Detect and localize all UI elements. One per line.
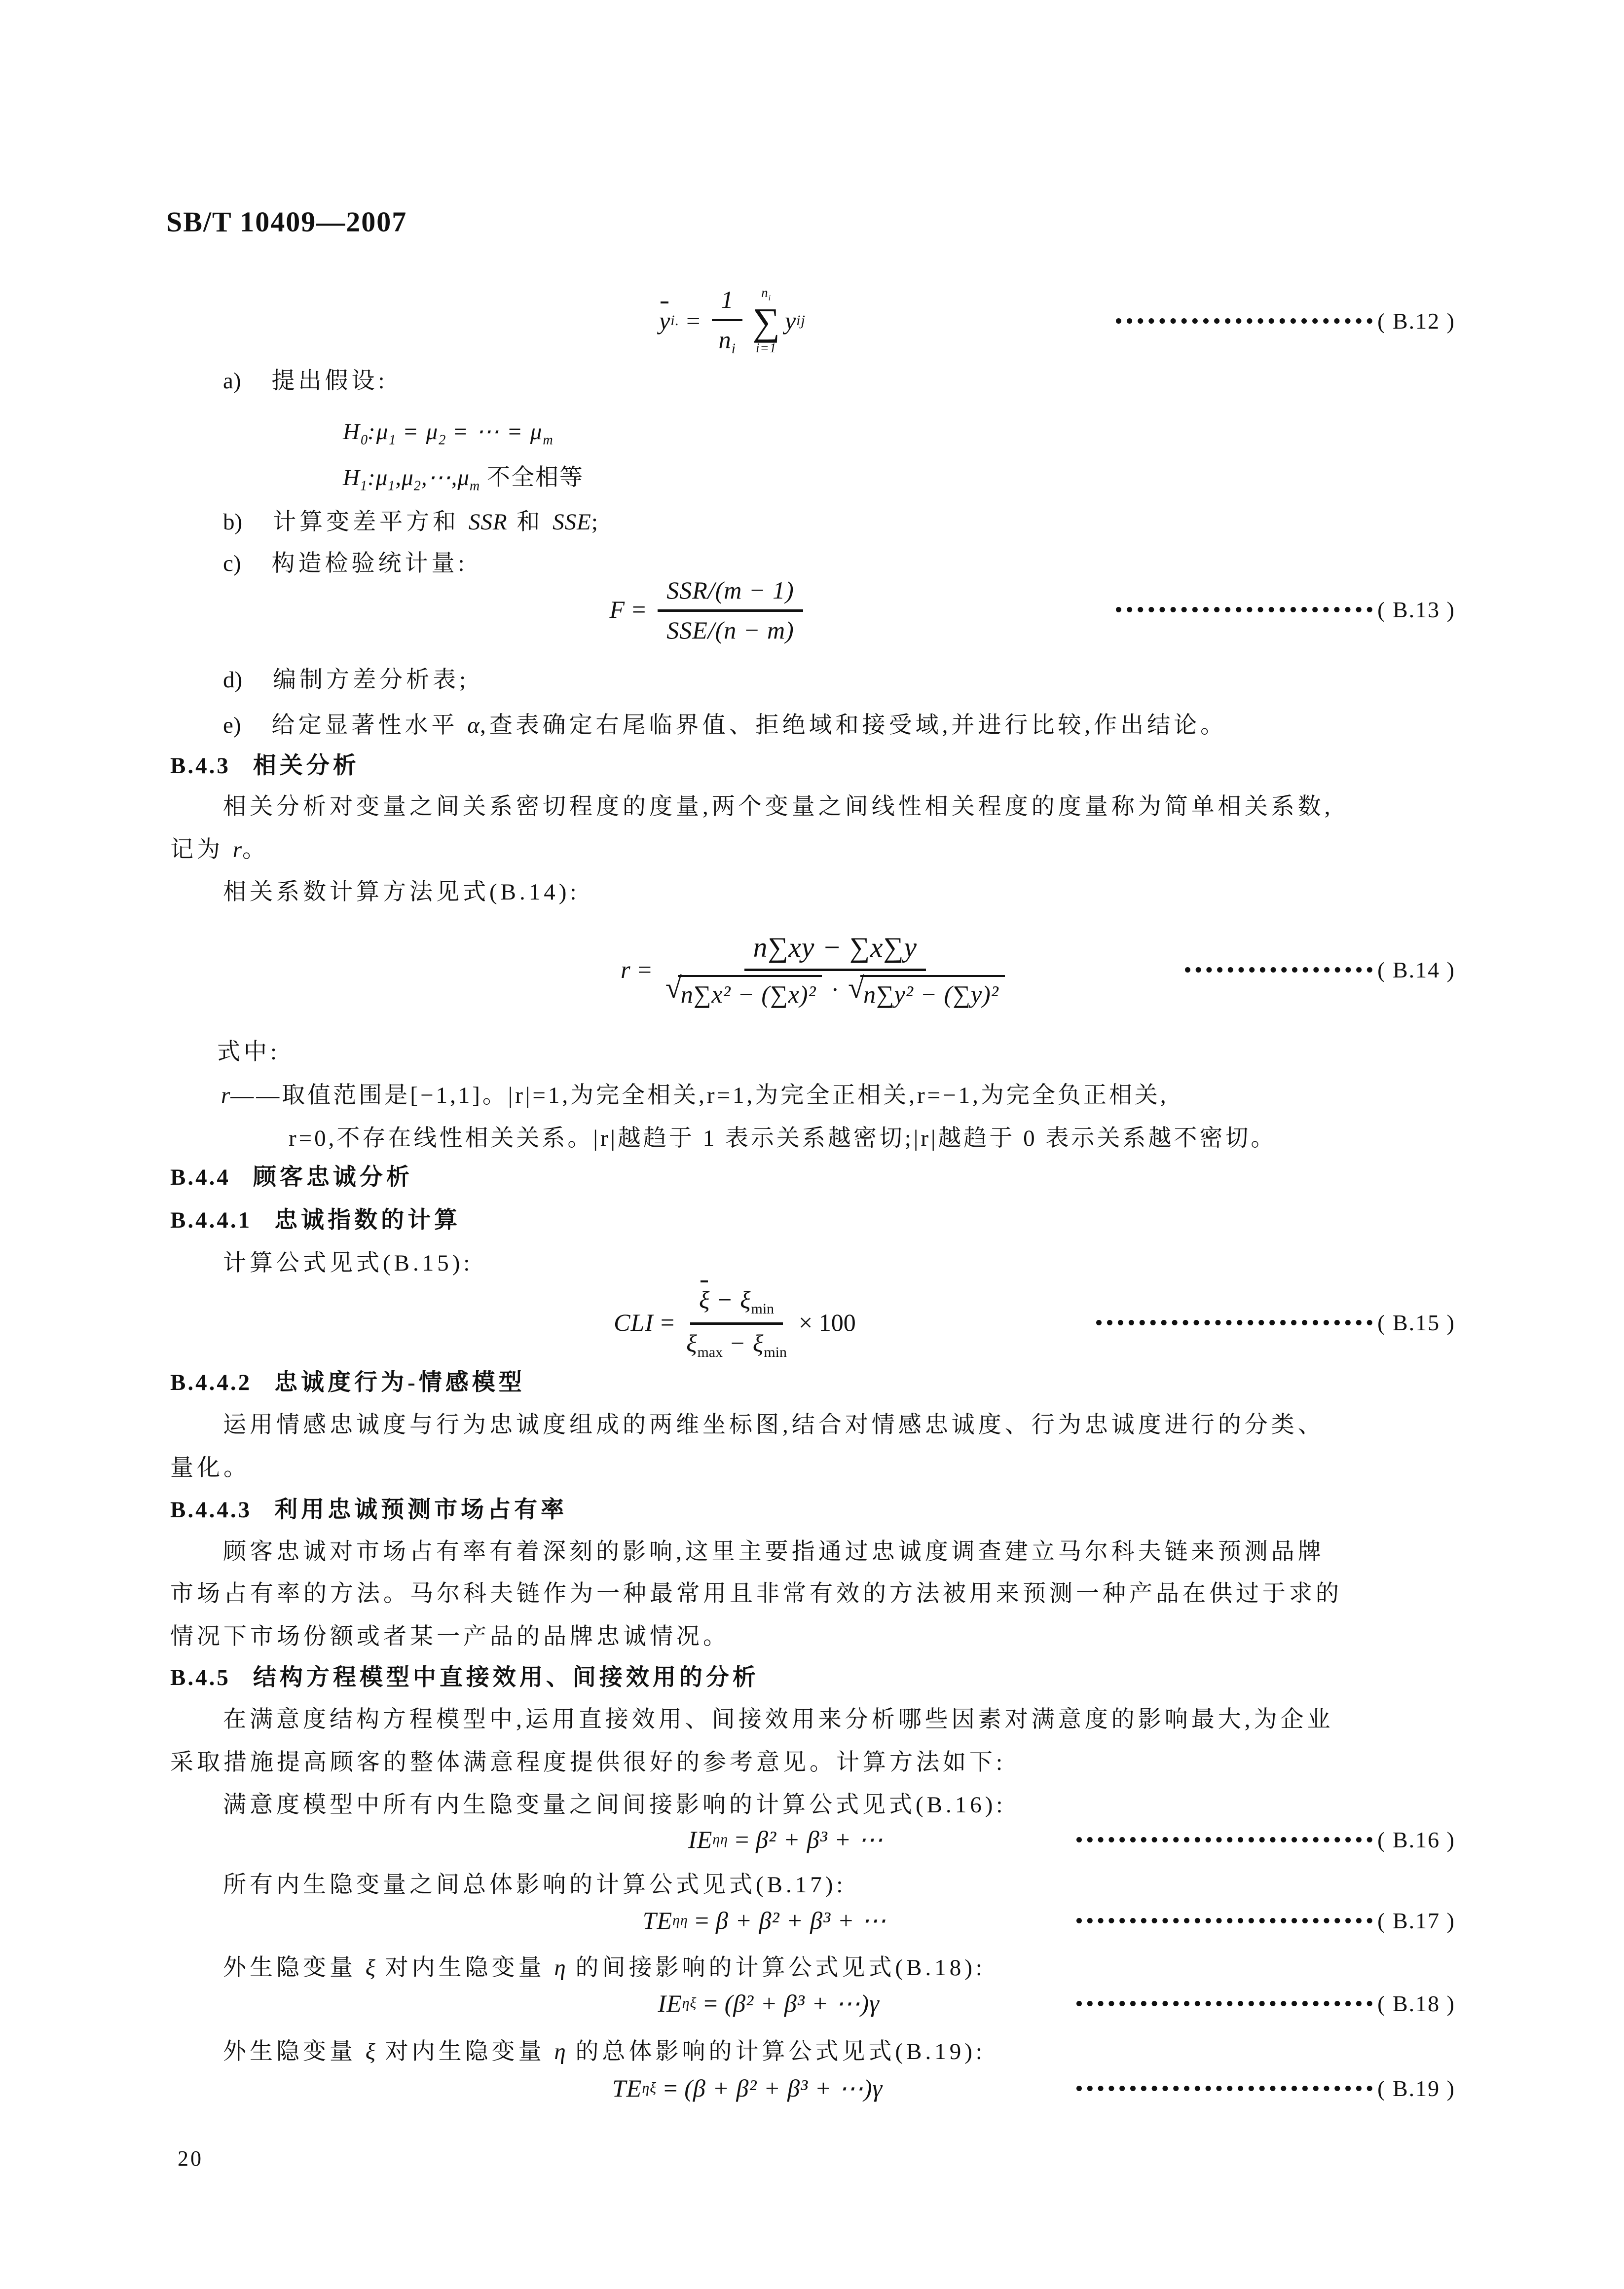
legend-r-definition-2: r=0,不存在线性相关关系。|r|越趋于 1 表示关系越密切;|r|越趋于 0 表示关系越不密切。 — [289, 1126, 1277, 1151]
text-segment: 外生隐变量 — [223, 2039, 366, 2064]
standard-code: SB/T 10409—2007 — [166, 206, 407, 238]
h1-mum-sub: m — [469, 478, 480, 494]
list-item-b — [223, 507, 601, 537]
sum-upper-sub: i — [768, 293, 772, 302]
fraction-denominator: n — [718, 326, 732, 353]
page-number: 20 — [178, 2146, 203, 2171]
formula-b14-label: ( B.14 ) — [1377, 957, 1455, 982]
formula-b12-label: ( B.12 ) — [1377, 308, 1455, 334]
beta-series: (β² + β³ + ⋯)γ — [724, 1989, 880, 2017]
equals-sign: = — [637, 956, 652, 983]
h1-mu1-sub: 1 — [388, 478, 396, 494]
section-title: 顾客忠诚分析 — [253, 1164, 413, 1190]
h0-mu2-sub: 2 — [439, 432, 446, 448]
section-number: B.4.4.1 — [170, 1207, 252, 1233]
radical-sign: √ — [665, 972, 682, 1004]
h1-text: 不全相等 — [480, 465, 584, 490]
h1-mu1: :μ — [368, 465, 388, 490]
ybar-mean: y — [659, 307, 671, 335]
see-formula-b14: 相关系数计算方法见式(B.14): — [223, 879, 580, 905]
list-label-c: c) — [223, 551, 241, 576]
formula-b19-label: ( B.19 ) — [1377, 2075, 1455, 2101]
fraction — [658, 575, 803, 644]
middle-dot: · — [831, 976, 840, 1003]
hypothesis-h1 — [343, 463, 584, 501]
sum-lower-limit: i=1 — [756, 340, 777, 356]
fraction — [712, 284, 742, 357]
xi-symbol: ξ — [365, 1955, 376, 1981]
beta-series: (β + β² + β³ + ⋯)γ — [684, 2074, 883, 2102]
section-number: B.4.5 — [170, 1665, 230, 1690]
cli-symbol: CLI — [614, 1309, 654, 1336]
h1-mu2: ,μ — [395, 465, 414, 490]
paragraph-line: 采取措施提高顾客的整体满意程度提供很好的参考意见。计算方法如下: — [170, 1750, 1006, 1775]
y-term: y — [784, 307, 797, 335]
text-segment: 外生隐变量 — [223, 1955, 366, 1981]
list-text-b1: 计算变差平方和 — [273, 509, 469, 535]
paragraph-line — [170, 835, 269, 864]
see-formula-b15: 计算公式见式(B.15): — [223, 1250, 474, 1276]
equals-sign: = — [735, 1826, 749, 1853]
dot-leader — [1076, 2001, 1372, 2006]
formula-b19-expression — [612, 2074, 883, 2102]
list-text-e2: ,查表确定右尾临界值、拒绝域和接受域,并进行比较,作出结论。 — [480, 713, 1227, 738]
h0-sub: 0 — [360, 432, 368, 448]
text-segment: 记为 — [170, 837, 233, 863]
see-formula-b18 — [223, 1953, 986, 1983]
ie-subscript: ηη — [712, 1831, 729, 1847]
formula-b12-expression — [659, 284, 806, 357]
formula-b15-expression — [614, 1284, 863, 1361]
radicand: n∑x² − (∑x)² — [678, 975, 822, 1009]
list-text-b2: 和 — [507, 509, 553, 535]
section-heading-b442 — [170, 1368, 525, 1397]
h0-mum: = ⋯ = μ — [445, 419, 543, 445]
formula-b15-label: ( B.15 ) — [1377, 1310, 1455, 1335]
formula-b12 — [224, 271, 1455, 370]
list-text-e1: 给定显著性水平 — [271, 713, 468, 738]
text-segment: 对内生隐变量 — [375, 1955, 554, 1981]
h1-base: H — [343, 465, 360, 490]
dot-leader — [1096, 1320, 1372, 1325]
section-title: 相关分析 — [253, 753, 360, 779]
dot-leader — [1116, 318, 1372, 324]
text-segment: 的间接影响的计算公式见式(B.18): — [566, 1955, 986, 1981]
list-text-a: 提出假设: — [271, 368, 388, 394]
xi-max: ξ — [686, 1329, 698, 1357]
section-heading-b43 — [170, 751, 360, 781]
sum-upper-limit: n — [761, 285, 769, 300]
min-subscript: min — [751, 1300, 775, 1317]
formula-b16-label: ( B.16 ) — [1377, 1827, 1455, 1852]
formula-b15 — [224, 1273, 1455, 1372]
formula-b13 — [224, 565, 1455, 654]
min-subscript: min — [764, 1344, 787, 1360]
list-text-b3: ; — [591, 509, 601, 535]
formula-b14 — [224, 913, 1455, 1026]
section-heading-b441 — [170, 1205, 461, 1235]
text-segment: 的总体影响的计算公式见式(B.19): — [566, 2039, 986, 2064]
section-number: B.4.3 — [170, 753, 230, 779]
h1-sub: 1 — [360, 478, 368, 494]
ie-subscript: ηξ — [682, 1995, 697, 2011]
formula-b18 — [224, 1984, 1455, 2023]
fraction-numerator: 1 — [712, 284, 742, 321]
te-symbol: TE — [642, 1907, 672, 1934]
eta-symbol: η — [554, 2039, 566, 2064]
paragraph-line: 在满意度结构方程模型中,运用直接效用、间接效用来分析哪些因素对满意度的影响最大,为企业 — [223, 1707, 1334, 1732]
ssr-symbol: SSR — [468, 509, 508, 535]
section-heading-b44 — [170, 1163, 413, 1192]
minus-xi: − ξ — [729, 1329, 764, 1357]
paragraph-line: 顾客忠诚对市场占有率有着深刻的影响,这里主要指通过忠诚度调查建立马尔科夫链来预测品牌 — [223, 1539, 1325, 1565]
section-title: 忠诚指数的计算 — [274, 1207, 461, 1233]
h0-base: H — [343, 419, 361, 445]
equals-sign: = — [660, 1309, 675, 1336]
ie-symbol: IE — [658, 1989, 682, 2017]
square-root — [665, 972, 822, 1009]
radical-sign: √ — [848, 972, 865, 1004]
formula-b18-expression — [658, 1989, 879, 2018]
fraction-denominator: SSE/(n − m) — [666, 616, 794, 644]
list-text-d: 编制方差分析表; — [273, 667, 470, 693]
section-heading-b443 — [170, 1495, 567, 1525]
radicand: n∑y² − (∑y)² — [860, 975, 1005, 1009]
dot-leader — [1076, 1837, 1372, 1842]
r-symbol: r — [621, 956, 631, 983]
section-title: 忠诚度行为-情感模型 — [274, 1370, 525, 1395]
dot-leader — [1076, 2086, 1372, 2091]
h0-mu2: = μ — [396, 419, 439, 445]
definition-dash: —— — [230, 1083, 282, 1108]
see-formula-b16: 满意度模型中所有内生隐变量之间间接影响的计算公式见式(B.16): — [223, 1792, 1006, 1818]
formula-b14-expression — [621, 931, 1012, 1009]
legend-r-definition-1 — [221, 1081, 1169, 1110]
list-text-c: 构造检验统计量: — [271, 551, 468, 576]
equals-sign: = — [695, 1907, 709, 1934]
formula-b17-expression — [643, 1906, 886, 1935]
formula-b19 — [224, 2068, 1455, 2108]
te-subscript: ηξ — [642, 2080, 657, 2096]
f-symbol: F — [609, 596, 625, 623]
beta-series: β + β² + β³ + ⋯ — [715, 1907, 886, 1934]
formula-b16-expression — [688, 1825, 883, 1854]
alpha-symbol: α — [467, 713, 480, 738]
dot-leader — [1116, 607, 1372, 612]
list-label-b: b) — [223, 509, 243, 535]
formula-b18-label: ( B.18 ) — [1377, 1990, 1455, 2016]
h0-mum-sub: m — [543, 432, 553, 448]
sse-symbol: SSE — [553, 509, 591, 535]
y-term-subscript: ij — [796, 312, 806, 329]
list-item-a — [223, 366, 388, 396]
list-label-e: e) — [223, 713, 241, 738]
beta-series: β² + β³ + ⋯ — [756, 1826, 884, 1853]
h1-mu2-sub: 2 — [413, 478, 421, 494]
see-formula-b19 — [223, 2037, 986, 2066]
equals-sign: = — [632, 596, 646, 623]
section-title: 结构方程模型中直接效用、间接效用的分析 — [253, 1665, 759, 1690]
section-number: B.4.4.3 — [170, 1497, 252, 1523]
h0-mu1-sub: 1 — [389, 432, 396, 448]
denominator-subscript: i — [731, 340, 737, 357]
minus-xi: − ξ — [716, 1285, 751, 1313]
formula-b17 — [224, 1901, 1455, 1940]
fraction-numerator: SSR/(m − 1) — [658, 575, 803, 612]
paragraph-line: 市场占有率的方法。马尔科夫链作为一种最常用且非常有效的方法被用来预测一种产品在供过于求的 — [170, 1581, 1342, 1607]
legend-label: 式中: — [217, 1039, 281, 1065]
r-symbol: r — [232, 837, 243, 863]
text-segment: 取值范围是[−1,1]。|r|=1,为完全相关,r=1,为完全正相关,r=−1,为完全负正相关, — [282, 1083, 1169, 1108]
summation — [752, 286, 780, 356]
list-item-e — [223, 711, 1227, 740]
formula-b16 — [224, 1820, 1455, 1859]
paragraph-line: 情况下市场份额或者某一产品的品牌忠诚情况。 — [170, 1624, 730, 1650]
text-segment: 。 — [242, 837, 269, 863]
dot-leader — [1076, 1918, 1372, 1923]
section-number: B.4.4.2 — [170, 1370, 252, 1395]
sigma-symbol: ∑ — [752, 300, 780, 343]
h1-mum: ,⋯,μ — [421, 465, 470, 490]
formula-b17-label: ( B.17 ) — [1377, 1908, 1455, 1933]
te-subscript: ηη — [672, 1912, 688, 1928]
equals-sign: = — [664, 2074, 678, 2102]
section-number: B.4.4 — [170, 1164, 230, 1190]
xi-bar: ξ — [699, 1285, 710, 1313]
equals-sign: = — [686, 307, 701, 335]
section-heading-b45 — [170, 1663, 759, 1692]
list-item-d — [223, 665, 469, 695]
paragraph-line: 运用情感忠诚度与行为忠诚度组成的两维坐标图,结合对情感忠诚度、行为忠诚度进行的分类、 — [223, 1412, 1325, 1438]
list-label-a: a) — [223, 368, 241, 394]
hypothesis-h0 — [343, 417, 553, 455]
r-symbol: r — [221, 1083, 231, 1108]
section-title: 利用忠诚预测市场占有率 — [274, 1497, 568, 1523]
fraction-numerator: n∑xy − ∑x∑y — [744, 931, 926, 971]
dot-leader — [1185, 967, 1372, 973]
te-symbol: TE — [612, 2074, 642, 2102]
fraction — [686, 1284, 787, 1361]
ie-symbol: IE — [688, 1826, 713, 1853]
see-formula-b17: 所有内生隐变量之间总体影响的计算公式见式(B.17): — [223, 1872, 847, 1898]
fraction — [664, 931, 1007, 1009]
paragraph-line: 相关分析对变量之间关系密切程度的度量,两个变量之间线性相关程度的度量称为简单相关系数, — [223, 794, 1334, 820]
eta-symbol: η — [554, 1955, 566, 1981]
list-label-d: d) — [223, 667, 243, 693]
times-100: × 100 — [799, 1309, 856, 1336]
square-root — [848, 972, 1005, 1009]
ybar-subscript: i. — [670, 312, 680, 329]
paragraph-line: 量化。 — [170, 1455, 250, 1481]
formula-b13-label: ( B.13 ) — [1377, 597, 1455, 622]
max-subscript: max — [697, 1344, 723, 1360]
xi-symbol: ξ — [365, 2039, 376, 2064]
h0-mu1: :μ — [368, 419, 389, 445]
text-segment: 对内生隐变量 — [375, 2039, 554, 2064]
formula-b13-expression — [609, 575, 808, 644]
equals-sign: = — [703, 1989, 718, 2017]
